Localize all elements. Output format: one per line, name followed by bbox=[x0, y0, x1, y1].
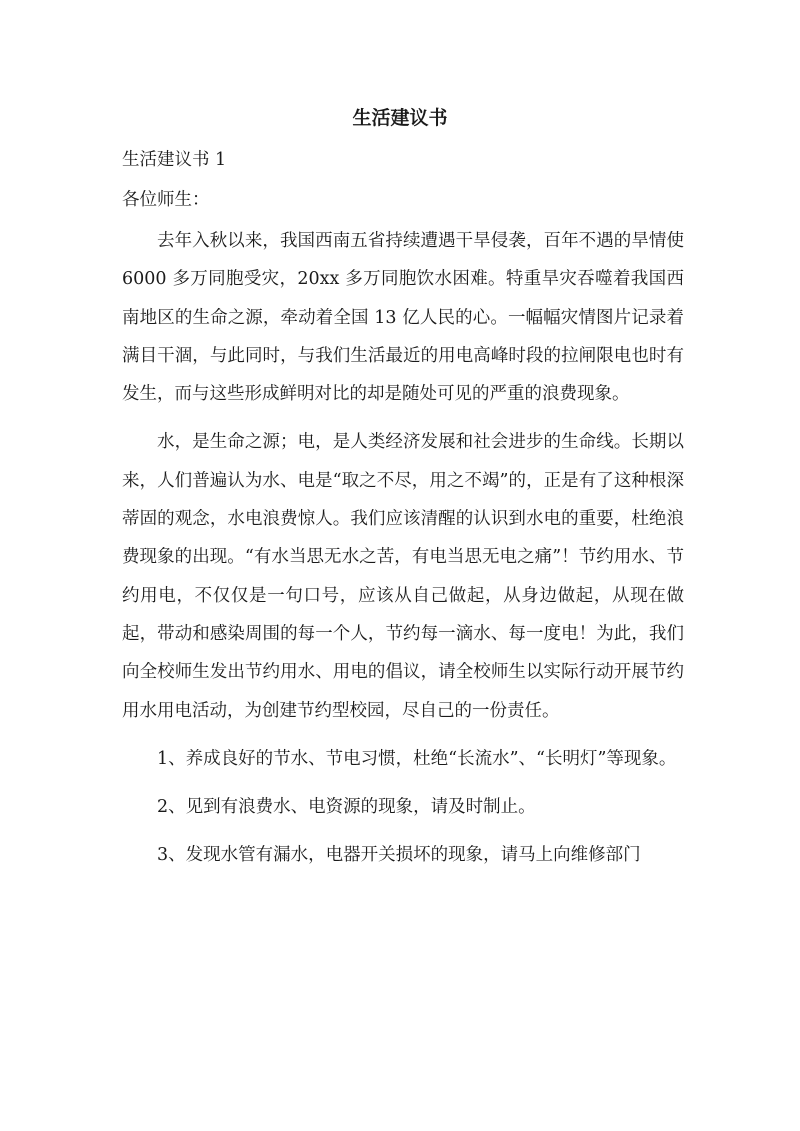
document-subtitle: 生活建议书 1 bbox=[122, 150, 227, 170]
document-body bbox=[122, 141, 684, 875]
document-title: 生活建议书 bbox=[352, 107, 448, 129]
list-item: 1、养成良好的节水、节电习惯，杜绝“长流水”、“长明灯”等现象。 bbox=[157, 748, 677, 769]
paragraph-water-electricity: 水，是生命之源；电，是人类经济发展和社会进步的生命线。长期以来，人们普遍认为水、电是“取之不尽，用之不竭”的，正是有了这种根深蒂固的观念，水电浪费惊人。我们应该清醒的认识到水电的重要，杜绝浪费现象的出现。“有水当思无水之苦，有电当思无电之痛”！节约用水、节约用电，不仅仅是一句口号，应该从自己做起，从身边做起，从现在做起，带动和感染周围的每一个人，节约每一滴水、每一度电！为此，我们向全校师生发出节约用水、用电的倡议，请全校师生以实际行动开展节约用水用电活动，为创建节约型校园，尽自己的一份责任。 bbox=[122, 432, 684, 721]
salutation: 各位师生： bbox=[122, 190, 210, 210]
list-item: 3、发现水管有漏水，电器开关损坏的现象，请马上向维修部门 bbox=[157, 845, 641, 866]
list-item: 2、见到有浪费水、电资源的现象，请及时制止。 bbox=[157, 797, 536, 818]
paragraph-drought: 去年入秋以来，我国西南五省持续遭遇干旱侵袭，百年不遇的旱情使 6000 多万同胞受灾，20xx 多万同胞饮水困难。特重旱灾吞噬着我国西南地区的生命之源，牵动着全国 13 亿人民的心。一幅幅灾情图片记录着满目干涸，与此同时，与我们生活最近的用电高峰时段的拉闸限电也时有发生，而与这些形成鲜明对比的却是随处可见的严重的浪费现象。 bbox=[122, 231, 684, 405]
